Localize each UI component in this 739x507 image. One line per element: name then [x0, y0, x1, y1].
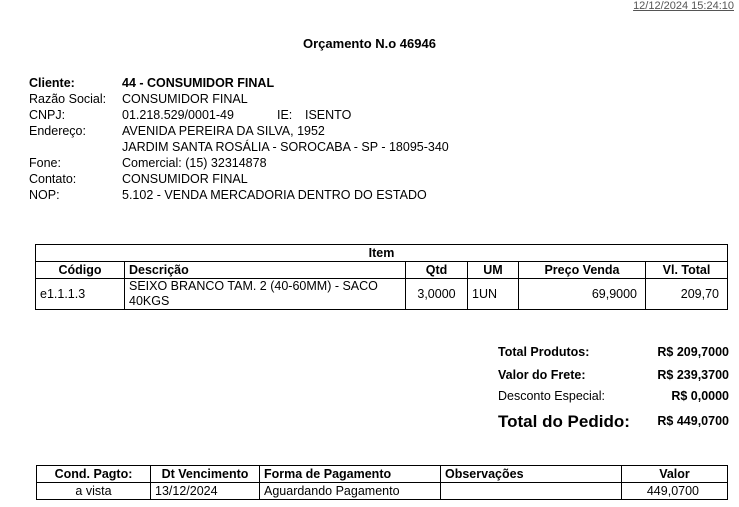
item-total: 209,70: [646, 279, 728, 310]
cliente-value: 44 - CONSUMIDOR FINAL: [122, 76, 275, 90]
pay-vencimento: 13/12/2024: [151, 483, 260, 500]
cnpj-label: CNPJ:: [29, 108, 66, 122]
table-row: [37, 483, 728, 500]
col-qtd: Qtd: [406, 262, 468, 279]
col-forma: Forma de Pagamento: [260, 466, 441, 483]
pay-valor: 449,0700: [622, 483, 728, 500]
cnpj-value: 01.218.529/0001-49: [122, 108, 234, 122]
fone-value: Comercial: (15) 32314878: [122, 156, 267, 170]
cliente-row: [29, 75, 274, 91]
pay-obs: [441, 483, 622, 500]
razao-label: Razão Social:: [29, 92, 107, 106]
fone-row: [29, 155, 267, 171]
nop-label: NOP:: [29, 188, 60, 202]
items-header: Item: [36, 245, 728, 262]
items-table: [35, 244, 728, 310]
col-vencimento: Dt Vencimento: [151, 466, 260, 483]
items-header-row: [36, 245, 728, 262]
valor-frete-value: R$ 239,3700: [657, 368, 729, 382]
item-codigo: e1.1.1.3: [36, 279, 125, 310]
cnpj-row: [29, 107, 351, 123]
total-pedido-value: R$ 449,0700: [657, 414, 729, 428]
ie-label: IE:: [277, 108, 293, 122]
col-um: UM: [468, 262, 519, 279]
nop-row: [29, 187, 427, 203]
pay-forma: Aguardando Pagamento: [260, 483, 441, 500]
col-valor: Valor: [622, 466, 728, 483]
col-descricao: Descrição: [125, 262, 406, 279]
item-descricao: SEIXO BRANCO TAM. 2 (40-60MM) - SACO 40KGS: [125, 279, 406, 310]
desconto-value: R$ 0,0000: [671, 389, 729, 403]
col-cond-pagto: Cond. Pagto:: [37, 466, 151, 483]
pay-cond: a vista: [37, 483, 151, 500]
razao-value: CONSUMIDOR FINAL: [122, 92, 248, 106]
item-um: 1UN: [468, 279, 519, 310]
endereco-line1: AVENIDA PEREIRA DA SILVA, 1952: [122, 124, 325, 138]
contato-label: Contato:: [29, 172, 77, 186]
contato-row: [29, 171, 248, 187]
razao-row: [29, 91, 248, 107]
endereco-row: [29, 123, 325, 139]
fone-label: Fone:: [29, 156, 61, 170]
col-total: Vl. Total: [646, 262, 728, 279]
items-columns-row: [36, 262, 728, 279]
timestamp: 12/12/2024 15:24:10: [633, 0, 734, 12]
endereco-line2: JARDIM SANTA ROSÁLIA - SOROCABA - SP - 18095-340: [122, 140, 449, 154]
col-preco: Preço Venda: [519, 262, 646, 279]
table-row: [36, 279, 728, 310]
endereco-label: Endereço:: [29, 124, 86, 138]
cliente-label: Cliente:: [29, 76, 75, 90]
document-title: Orçamento N.o 46946: [303, 36, 436, 51]
contato-value: CONSUMIDOR FINAL: [122, 172, 248, 186]
payment-header-row: [37, 466, 728, 483]
desconto-label: Desconto Especial:: [498, 389, 606, 403]
valor-frete-label: Valor do Frete:: [498, 368, 586, 382]
col-codigo: Código: [36, 262, 125, 279]
item-preco: 69,9000: [519, 279, 646, 310]
item-qtd: 3,0000: [406, 279, 468, 310]
total-pedido-label: Total do Pedido:: [498, 412, 630, 431]
ie-value: ISENTO: [305, 108, 352, 122]
nop-value: 5.102 - VENDA MERCADORIA DENTRO DO ESTADO: [122, 188, 427, 202]
payment-table: [36, 465, 728, 500]
endereco-row-2: [29, 139, 449, 155]
total-produtos-value: R$ 209,7000: [657, 345, 729, 359]
col-observacoes: Observações: [441, 466, 622, 483]
total-produtos-label: Total Produtos:: [498, 345, 590, 359]
